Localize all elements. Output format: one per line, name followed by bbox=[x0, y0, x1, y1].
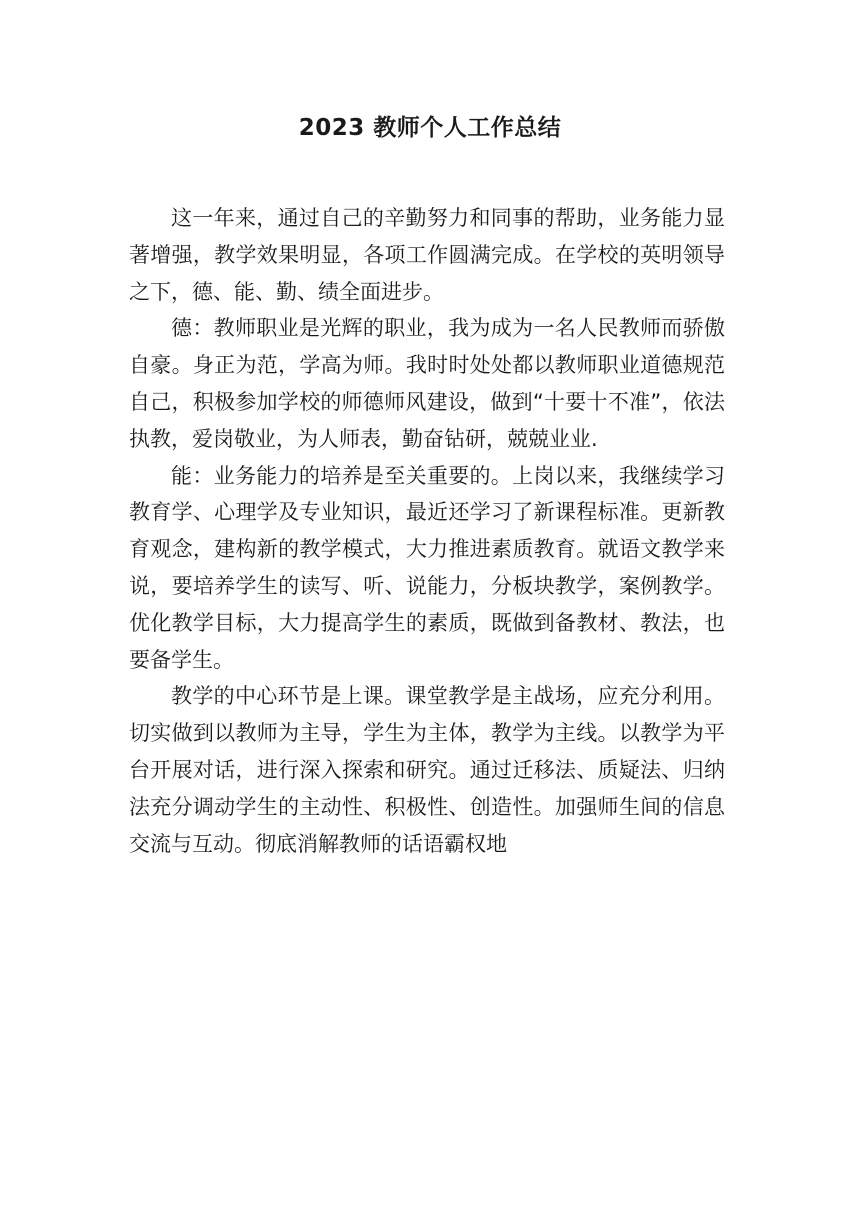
paragraph-intro: 这一年来，通过自己的辛勤努力和同事的帮助，业务能力显著增强，教学效果明显，各项工作圆满完成。在学校的英明领导之下，德、能、勤、绩全面进步。 bbox=[129, 206, 725, 304]
document-title: 2023 教师个人工作总结 bbox=[298, 115, 562, 141]
paragraph-teaching: 教学的中心环节是上课。课堂教学是主战场，应充分利用。切实做到以教师为主导，学生为主体，教学为主线。以教学为平台开展对话，进行深入探索和研究。通过迁移法、质疑法、归纳法充分调动学生的主动性、积极性、创造性。加强师生间的信息交流与互动。彻底消解教师的话语霸权地 bbox=[129, 684, 725, 856]
paragraph-ability: 能：业务能力的培养是至关重要的。上岗以来，我继续学习教育学、心理学及专业知识，最近还学习了新课程标准。更新教育观念，建构新的教学模式，大力推进素质教育。就语文教学来说，要培养学生的读写、听、说能力，分板块教学，案例教学。优化教学目标，大力提高学生的素质，既做到备教材、教法，也要备学生。 bbox=[129, 463, 725, 672]
paragraph-morality: 德：教师职业是光辉的职业，我为成为一名人民教师而骄傲自豪。身正为范，学高为师。我时时处处都以教师职业道德规范自己，积极参加学校的师德师风建设，做到“十要十不准”，依法执教，爱岗敬业，为人师表，勤奋钻研，兢兢业业. bbox=[129, 316, 725, 451]
document-body bbox=[129, 200, 725, 862]
